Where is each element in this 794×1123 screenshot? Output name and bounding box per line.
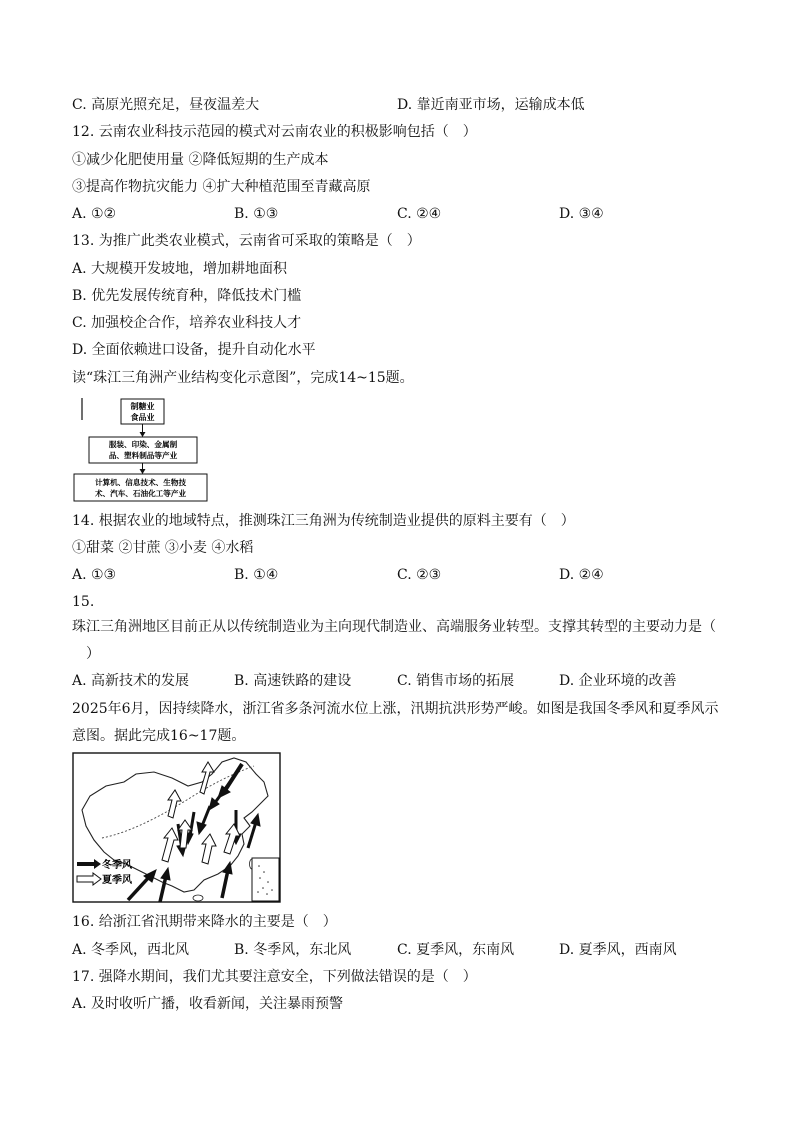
legend-winter-label: 冬季风 [102, 860, 132, 871]
q13-option-d: D. 全面依赖进口设备，提升自动化水平 [72, 342, 316, 358]
q14-items: ①甜菜 ②甘蔗 ③小麦 ④水稻 [72, 540, 254, 556]
q16-option-c: C. 夏季风，东南风 [397, 942, 515, 958]
q14-stem: 14. 根据农业的地域特点，推测珠江三角洲为传统制造业提供的原料主要有（ ） [72, 513, 575, 529]
south-china-sea-inset [252, 858, 279, 901]
q12-stem: 12. 云南农业科技示范园的模式对云南农业的积极影响包括（ ） [72, 124, 477, 140]
box2-line2: 品、塑料制品等产业 [108, 451, 178, 460]
arrow-2-head [140, 469, 146, 474]
box1-line1: 制糖业 [130, 402, 155, 411]
box3-line1: 计算机、信息技术、生物技 [94, 478, 187, 487]
monsoon-map [72, 752, 282, 904]
q12-option-a: A. ①② [72, 206, 117, 222]
q16-stem: 16. 给浙江省汛期带来降水的主要是（ ） [72, 914, 337, 930]
intro-16-17-line1: 2025年6月，因持续降水，浙江省多条河流水位上涨，汛期抗洪形势严峻。如图是我国冬季风和夏季风示 [72, 701, 719, 717]
box1-line2: 食品业 [130, 413, 155, 422]
legend-summer-label: 夏季风 [102, 875, 132, 886]
q11-option-d: D. 靠近南亚市场，运输成本低 [397, 97, 585, 113]
box3-line2: 术、汽车、石油化工等产业 [94, 489, 187, 498]
q15-option-a: A. 高新技术的发展 [72, 673, 190, 689]
q15-option-b: B. 高速铁路的建设 [234, 673, 352, 689]
q13-option-c: C. 加强校企合作，培养农业科技人才 [72, 315, 302, 331]
q16-option-b: B. 冬季风，东北风 [234, 942, 352, 958]
q14-option-c: C. ②③ [397, 567, 442, 583]
q15-option-d: D. 企业环境的改善 [559, 673, 677, 689]
industry-structure-diagram [72, 396, 212, 504]
q14-option-b: B. ①④ [234, 567, 279, 583]
q12-items-line2: ③提高作物抗灾能力 ④扩大种植范围至青藏高原 [72, 179, 371, 195]
q13-stem: 13. 为推广此类农业模式，云南省可采取的策略是（ ） [72, 233, 421, 249]
arrow-1-head [140, 432, 146, 437]
q12-option-c: C. ②④ [397, 206, 442, 222]
q15-option-c: C. 销售市场的拓展 [397, 673, 515, 689]
q15-number: 15. [72, 594, 95, 610]
hainan-island [193, 895, 203, 901]
q14-option-d: D. ②④ [559, 567, 604, 583]
box2-line1: 服装、印染、金属制 [108, 440, 178, 449]
q13-option-b: B. 优先发展传统育种，降低技术门槛 [72, 288, 302, 304]
q13-option-a: A. 大规模开发坡地，增加耕地面积 [72, 261, 288, 277]
q16-option-a: A. 冬季风，西北风 [72, 942, 190, 958]
intro-16-17-line2: 意图。据此完成16~17题。 [72, 728, 246, 744]
q11-option-c: C. 高原光照充足，昼夜温差大 [72, 97, 260, 113]
q12-option-b: B. ①③ [234, 206, 279, 222]
q14-option-a: A. ①③ [72, 567, 117, 583]
q17-option-a: A. 及时收听广播，收看新闻，关注暴雨预警 [72, 996, 344, 1012]
q17-stem: 17. 强降水期间，我们尤其要注意安全，下列做法错误的是（ ） [72, 969, 477, 985]
q12-option-d: D. ③④ [559, 206, 604, 222]
q12-items-line1: ①减少化肥使用量 ②降低短期的生产成本 [72, 152, 329, 168]
q15-stem-line2: ） [86, 646, 100, 662]
q15-stem-line1: 珠江三角洲地区目前正从以传统制造业为主向现代制造业、高端服务业转型。支撑其转型的主要动力是（ [72, 619, 716, 635]
intro-14-15: 读“珠江三角洲产业结构变化示意图”，完成14~15题。 [72, 370, 414, 386]
q16-option-d: D. 夏季风，西南风 [559, 942, 677, 958]
